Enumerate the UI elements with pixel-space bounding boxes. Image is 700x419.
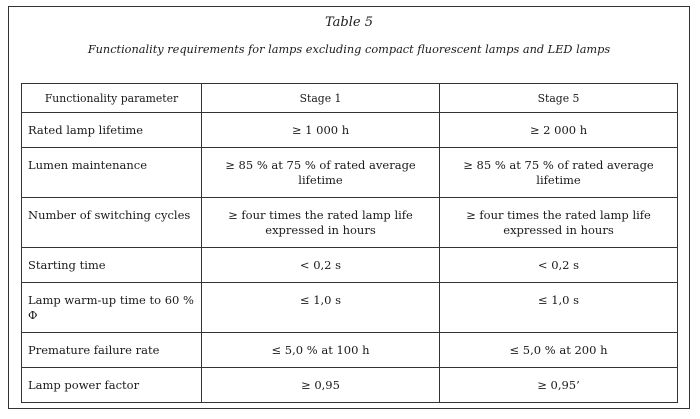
- row-stage-1-value: ≥ 1 000 h: [202, 113, 440, 148]
- table-row: [22, 198, 678, 248]
- row-stage-1-value: ≤ 5,0 % at 100 h: [202, 333, 440, 368]
- table-row: [22, 113, 678, 148]
- table-row: [22, 333, 678, 368]
- row-stage-1-value: ≥ four times the rated lamp life expressed in hours: [202, 198, 440, 248]
- header-functionality-parameter: Functionality parameter: [22, 84, 202, 113]
- row-parameter: Number of switching cycles: [22, 198, 202, 248]
- table-frame: [8, 6, 690, 409]
- row-stage-5-value: ≥ 0,95’: [440, 368, 678, 403]
- requirements-table: [21, 83, 678, 403]
- header-stage-1: Stage 1: [202, 84, 440, 113]
- row-stage-5-value: ≤ 1,0 s: [440, 283, 678, 333]
- row-parameter: Lumen maintenance: [22, 148, 202, 198]
- table-header-row: [22, 84, 678, 113]
- row-stage-5-value: ≥ 2 000 h: [440, 113, 678, 148]
- row-parameter: Premature failure rate: [22, 333, 202, 368]
- row-stage-5-value: ≤ 5,0 % at 200 h: [440, 333, 678, 368]
- row-parameter: Starting time: [22, 248, 202, 283]
- table-row: [22, 368, 678, 403]
- row-parameter: Lamp power factor: [22, 368, 202, 403]
- table-title: Table 5: [325, 15, 373, 30]
- row-stage-1-value: ≤ 1,0 s: [202, 283, 440, 333]
- header-stage-5: Stage 5: [440, 84, 678, 113]
- table-subtitle: Functionality requirements for lamps excluding compact fluorescent lamps and LED lamps: [87, 43, 611, 56]
- row-stage-1-value: ≥ 0,95: [202, 368, 440, 403]
- row-parameter: Rated lamp lifetime: [22, 113, 202, 148]
- row-parameter: Lamp warm-up time to 60 % Φ: [22, 283, 202, 333]
- row-stage-5-value: ≥ four times the rated lamp life expressed in hours: [440, 198, 678, 248]
- table-row: [22, 148, 678, 198]
- row-stage-1-value: < 0,2 s: [202, 248, 440, 283]
- row-stage-5-value: ≥ 85 % at 75 % of rated average lifetime: [440, 148, 678, 198]
- row-stage-5-value: < 0,2 s: [440, 248, 678, 283]
- row-stage-1-value: ≥ 85 % at 75 % of rated average lifetime: [202, 148, 440, 198]
- table-row: [22, 283, 678, 333]
- table-row: [22, 248, 678, 283]
